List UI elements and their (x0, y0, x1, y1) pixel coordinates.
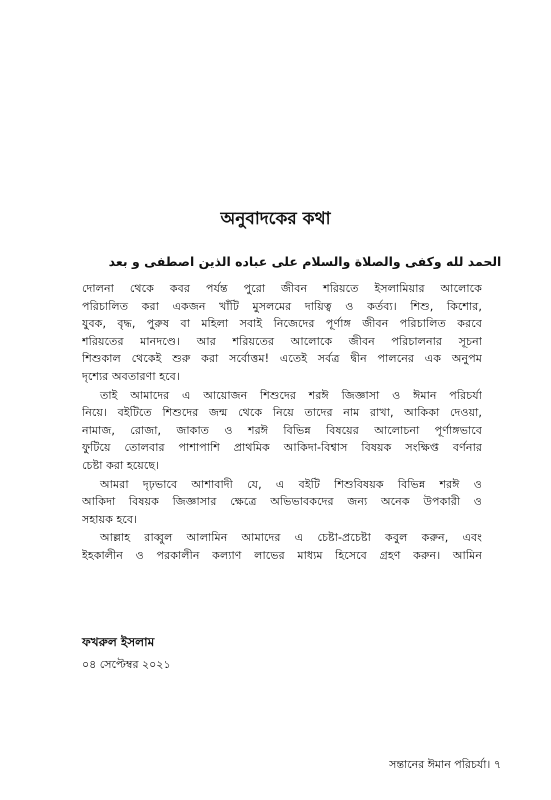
page-title: অনুবাদকের কথা (220, 209, 331, 229)
text-line: আল্লাহ রাব্বুল আলামিন আমাদের এ চেষ্টা-প্রচেষ্টা কবুল করুন, এবং (100, 531, 482, 545)
paragraph (82, 280, 482, 386)
arabic-opening: الحمد لله وكفى والصلاة والسلام على عباده الذين اصطفى و بعد (108, 254, 502, 269)
paragraph (82, 476, 482, 529)
text-line: যুবক, বৃদ্ধ, পুরুষ বা মহিলা সবাই নিজেদের পূর্ণাঙ্গ জীবন পরিচালিত করবে (82, 317, 482, 331)
running-footer: সন্তানের ঈমান পরিচর্যা। ৭ (389, 758, 501, 771)
text-line: তাই আমাদের এ আয়োজন শিশুদের শরঈ জিজ্ঞাসা ও ঈমান পরিচর্যা (100, 388, 482, 402)
text-line: দৃশ্যের অবতারণা হবে। (82, 369, 180, 383)
text-line: পরিচালিত করা একজন খাঁটি মুসলমের দায়িত্ব ও কর্তব্য। শিশু, কিশোর, (82, 299, 482, 313)
author-name: ফখরুল ইসলাম (82, 635, 155, 649)
text-line: নামাজ, রোজা, জাকাত ও শরঈ বিভিন্ন বিষয়ের আলোচনা পূর্ণাঙ্গভাবে (82, 423, 482, 437)
text-line: দোলনা থেকে কবর পর্যন্ত পুরো জীবন শরিয়তে ইসলামিয়ার আলোকে (82, 282, 482, 295)
text-line: নিয়ে। বইটিতে শিশুদের জন্ম থেকে নিয়ে তাদের নাম রাখা, আকিকা দেওয়া, (82, 406, 482, 420)
text-line: ফুটিয়ে তোলবার পাশাপাশি প্রাথমিক আকিদা-বিশ্বাস বিষয়ক সংক্ষিপ্ত বর্ণনার (82, 441, 482, 455)
text-line: সহায়ক হবে। (82, 512, 138, 526)
text-line: শিশুকাল থেকেই শুরু করা সর্বোত্তম! এতেই সর্বত্র দ্বীন পালনের এক অনুপম (82, 352, 482, 366)
text-line: আমরা দৃঢ়ভাবে আশাবাদী যে, এ বইটি শিশুবিষয়ক বিভিন্ন শরঈ ও (100, 477, 482, 491)
signature-date: ০৪ সেপ্টেম্বর ২০২১ (82, 658, 171, 671)
paragraph (82, 529, 482, 564)
paragraph (82, 387, 482, 475)
text-line: শরিয়তের মানদণ্ডে। আর শরিয়তের আলোকে জীবন পরিচালনার সূচনা (82, 334, 482, 348)
body-text (82, 280, 482, 566)
text-line: ইহকালীন ও পরকালীন কল্যাণ লাভের মাধ্যম হিসেবে গ্রহণ করুন। আমিন (82, 548, 482, 562)
text-line: চেষ্টা করা হয়েছে। (82, 458, 160, 472)
text-line: আকিদা বিষয়ক জিজ্ঞাসার ক্ষেত্রে অভিভাবকদের জন্য অনেক উপকারী ও (82, 495, 482, 509)
